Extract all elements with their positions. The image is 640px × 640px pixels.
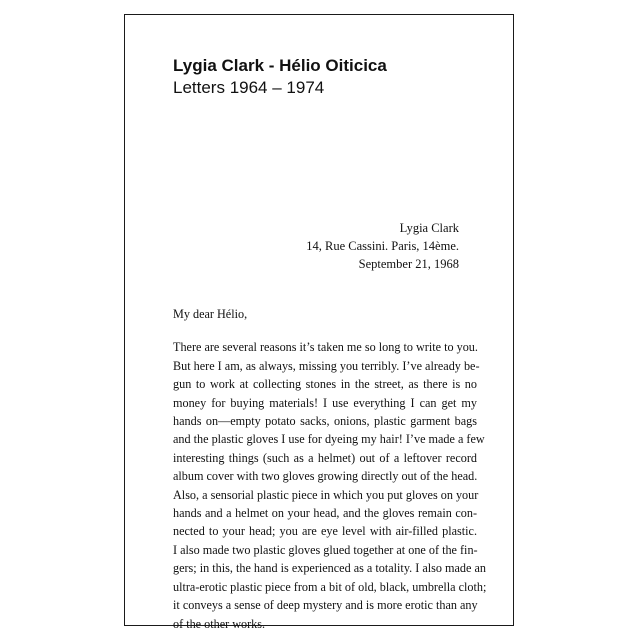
letter-line: and the plastic gloves I use for dyeing my hair! I’ve made a few [173, 432, 485, 447]
letter-line: hands and a helmet on your head, and the gloves remain con- [173, 506, 477, 521]
letter-body [173, 305, 487, 633]
letter-date: September 21, 1968 [358, 257, 459, 271]
sender-street: 14, Rue Cassini. Paris, 14ème. [306, 239, 459, 253]
letter-line: it conveys a sense of deep mystery and is more erotic than any [173, 598, 478, 613]
letter-line: But here I am, as always, missing you terribly. I’ve already be- [173, 358, 480, 373]
letter-line: of the other works. [173, 616, 266, 631]
letter-line: gers; in this, the hand is experienced as a totality. I also made an [173, 561, 486, 576]
letter-line: interesting things (such as a helmet) out of a leftover record [173, 450, 477, 465]
letter-line: There are several reasons it’s taken me so long to write to you. [173, 340, 478, 355]
book-title: Lygia Clark - Hélio Oiticica [173, 56, 387, 75]
letter-line: ultra-erotic plastic piece from a bit of old, black, umbrella cloth; [173, 579, 487, 594]
page-header [173, 55, 387, 99]
book-page [124, 14, 514, 631]
book-subtitle: Letters 1964 – 1974 [173, 78, 325, 97]
sender-name: Lygia Clark [399, 221, 459, 235]
letter-line: I also made two plastic gloves glued together at one of the fin- [173, 542, 478, 557]
letter-line: album cover with two gloves growing directly out of the head. [173, 469, 478, 484]
letter-line: money for buying materials! I use everything I can get my [173, 395, 477, 410]
letter-paragraph [173, 338, 487, 633]
letter-line: Also, a sensorial plastic piece in which you put gloves on your [173, 487, 479, 502]
sender-address-block [306, 219, 459, 273]
letter-line: gun to work at collecting stones in the street, as there is no [173, 377, 477, 392]
letter-line: nected to your head; you are eye level with air-filled plastic. [173, 524, 477, 539]
letter-salutation: My dear Hélio, [173, 307, 248, 321]
letter-line: hands on—empty potato sacks, onions, plastic garment bags [173, 414, 477, 429]
